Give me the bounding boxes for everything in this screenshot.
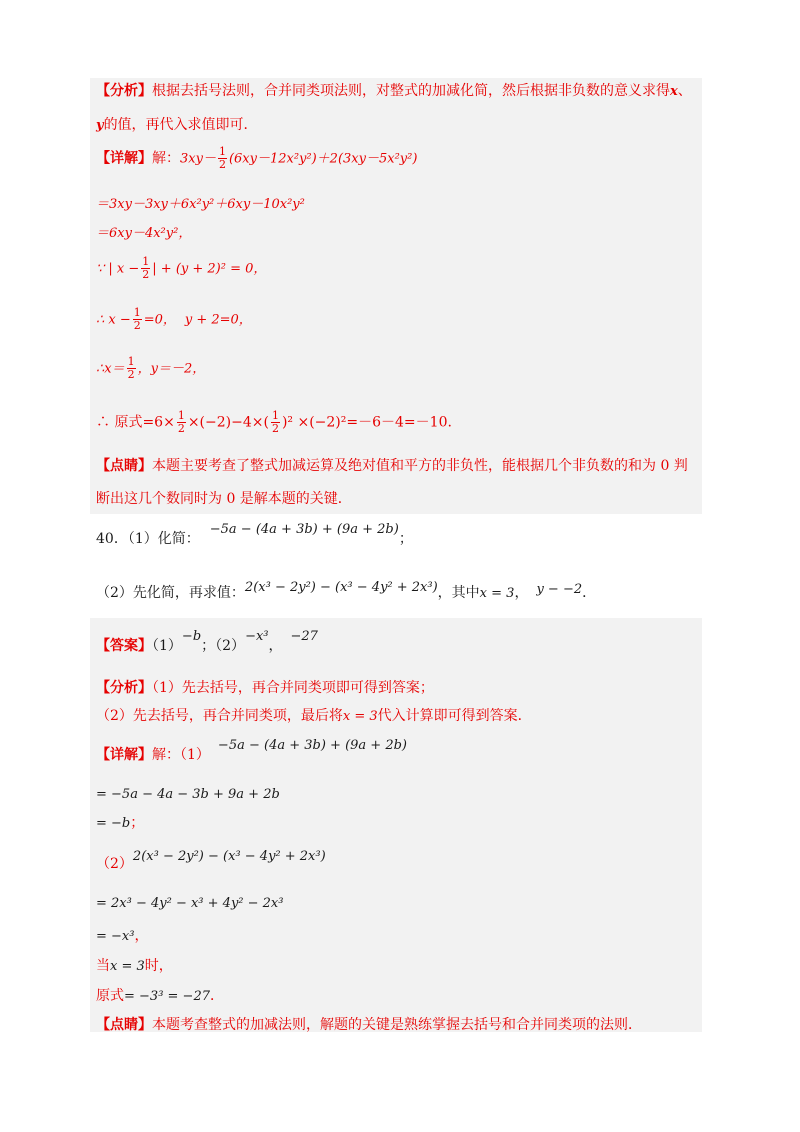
detail1-result: ∴ 原式=6× $\frac{1}{2}$ ×(−2)−4×( $\frac{1}{2}$ )² ×(−2)²=－6－4=－10. [96,409,452,435]
remark1-line2: 断出这几个数同时为 0 是解本题的关键． [96,491,352,507]
fraction: $\frac{1}{2}$ [218,145,226,171]
fraction: $\frac{1}{2}$ [127,355,135,381]
detail2-step4: = −x³， [96,928,149,944]
detail2-step1: = −5a − 4a − 3b + 9a + 2b [96,787,280,802]
detail2-line1: 【详解】解：（1）−5a − (4a + 3b) + (9a + 2b) [96,738,407,763]
detail1-step2: ＝6xy－4x²y²， [96,226,192,241]
detail2-step2: = −b； [96,815,145,831]
question40-part2: （2）先化简，再求值：2(x³ − 2y²) − (x³ − 4y² + 2x³)，其中x = 3， y − −2． [96,580,597,601]
detail2-original: 原式= −3³ = −27． [96,988,224,1004]
detail2-when: 当x = 3时， [96,958,173,974]
detail2-step3: = 2x³ − 4y² − x³ + 4y² − 2x³ [96,896,284,911]
detail1-therefore2: ∴x＝ $\frac{1}{2}$ ，y＝－2， [96,355,206,381]
detail1-step1: ＝3xy－3xy＋6x²y²＋6xy－10x²y² [96,197,305,212]
fraction: $\frac{1}{2}$ [142,255,150,281]
detail1-condition: ∵ | x − $\frac{1}{2}$ | + (y + 2)² = 0， [96,255,267,281]
answer-line: 【答案】（1）−b；（2）−x³，−27 [96,629,318,654]
solution-block-1 [90,78,702,514]
analysis2-line2: （2）先去括号，再合并同类项，最后将x = 3代入计算即可得到答案． [96,708,532,724]
detail1-therefore1: ∴ x − $\frac{1}{2}$ =0， y + 2=0， [96,306,252,332]
detail1-line1: 【详解】解：3xy－ $\frac{1}{2}$ (6xy－12x²y²)＋2(3xy－5x²y²) [96,145,418,171]
remark1-line1: 【点睛】本题主要考查了整式加减运算及绝对值和平方的非负性，能根据几个非负数的和为 0 判 [96,458,688,474]
analysis1-line1: 【分析】根据去括号法则，合并同类项法则，对整式的加减化简，然后根据非负数的意义求得x、 [96,83,692,99]
question40-part1: 40．（1）化简：−5a − (4a + 3b) + (9a + 2b)； [96,522,413,547]
analysis1-line2: y的值，再代入求值即可． [96,117,258,133]
fraction: $\frac{1}{2}$ [271,409,279,435]
fraction: $\frac{1}{2}$ [177,409,185,435]
analysis2-line1: 【分析】（1）先去括号，再合并同类项即可得到答案； [96,680,434,696]
fraction: $\frac{1}{2}$ [133,306,141,332]
remark2-line: 【点睛】本题考查整式的加减法则，解题的关键是熟练掌握去括号和合并同类项的法则． [96,1017,642,1033]
detail2-part2: （2）2(x³ − 2y²) − (x³ − 4y² + 2x³) [96,849,326,872]
